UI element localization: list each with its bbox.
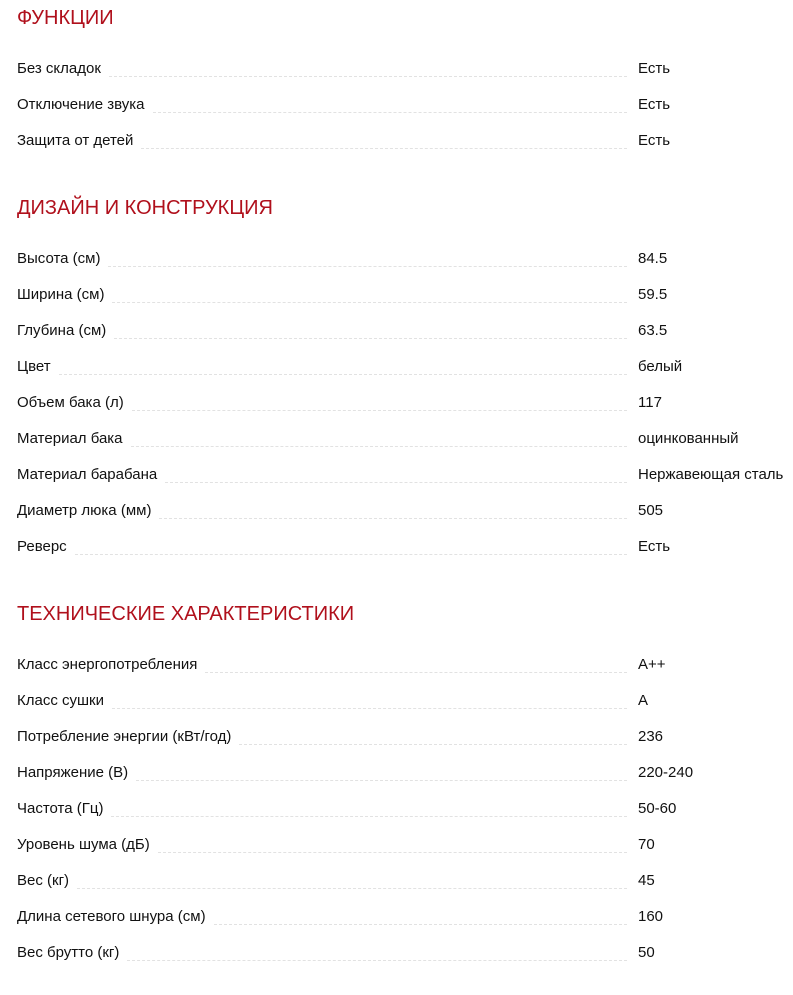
- spec-value: оцинкованный: [638, 429, 739, 447]
- spec-row: [17, 934, 793, 970]
- spec-label-wrap: [17, 656, 627, 673]
- spec-value: белый: [638, 357, 683, 375]
- dotted-leader: [77, 888, 627, 889]
- section-title: ФУНКЦИИ: [17, 7, 114, 29]
- spec-label-wrap: [17, 728, 627, 745]
- dotted-leader: [136, 780, 627, 781]
- dotted-leader: [153, 112, 627, 113]
- spec-label-wrap: [17, 430, 627, 447]
- spec-row: [17, 86, 793, 122]
- spec-label-wrap: [17, 286, 627, 303]
- spec-value: 220-240: [638, 763, 694, 781]
- spec-label: Уровень шума (дБ): [17, 835, 150, 853]
- spec-value: 505: [638, 501, 664, 519]
- dotted-leader: [214, 924, 627, 925]
- spec-label: Вес брутто (кг): [17, 943, 120, 961]
- spec-value: 70: [638, 835, 655, 853]
- spec-row: [17, 898, 793, 934]
- spec-row: [17, 312, 793, 348]
- spec-value: 50-60: [638, 799, 677, 817]
- spec-section: [17, 596, 793, 970]
- spec-value: Есть: [638, 131, 671, 149]
- spec-label: Ширина (см): [17, 285, 105, 303]
- spec-value: 45: [638, 871, 655, 889]
- spec-label: Напряжение (В): [17, 763, 129, 781]
- spec-label-wrap: [17, 96, 627, 113]
- spec-label: Материал бака: [17, 429, 123, 447]
- spec-label-wrap: [17, 800, 627, 817]
- spec-label-wrap: [17, 944, 627, 961]
- spec-value: 236: [638, 727, 664, 745]
- spec-label: Отключение звука: [17, 95, 145, 113]
- dotted-leader: [114, 338, 627, 339]
- dotted-leader: [165, 482, 627, 483]
- spec-label: Высота (см): [17, 249, 101, 267]
- dotted-leader: [239, 744, 627, 745]
- spec-label: Защита от детей: [17, 131, 134, 149]
- dotted-leader: [158, 852, 627, 853]
- spec-row: [17, 682, 793, 718]
- spec-row: [17, 456, 793, 492]
- spec-label: Без складок: [17, 59, 101, 77]
- dotted-leader: [59, 374, 627, 375]
- dotted-leader: [205, 672, 627, 673]
- dotted-leader: [159, 518, 627, 519]
- spec-value: Есть: [638, 95, 671, 113]
- spec-label: Класс сушки: [17, 691, 104, 709]
- spec-row: [17, 718, 793, 754]
- spec-label: Частота (Гц): [17, 799, 104, 817]
- spec-label: Объем бака (л): [17, 393, 124, 411]
- spec-value: Есть: [638, 537, 671, 555]
- spec-value: 50: [638, 943, 655, 961]
- dotted-leader: [131, 446, 627, 447]
- dotted-leader: [111, 816, 627, 817]
- spec-row: [17, 348, 793, 384]
- spec-label-wrap: [17, 764, 627, 781]
- spec-label-wrap: [17, 250, 627, 267]
- spec-row: [17, 790, 793, 826]
- spec-label-wrap: [17, 358, 627, 375]
- spec-row: [17, 276, 793, 312]
- spec-row: [17, 122, 793, 158]
- spec-label-wrap: [17, 538, 627, 555]
- spec-label: Вес (кг): [17, 871, 70, 889]
- spec-row: [17, 754, 793, 790]
- spec-label-wrap: [17, 394, 627, 411]
- spec-value: A++: [638, 655, 666, 673]
- spec-label-wrap: [17, 132, 627, 149]
- spec-row: [17, 420, 793, 456]
- spec-label: Потребление энергии (кВт/год): [17, 727, 232, 745]
- spec-label-wrap: [17, 60, 627, 77]
- dotted-leader: [127, 960, 627, 961]
- dotted-leader: [108, 266, 627, 267]
- spec-row: [17, 528, 793, 564]
- spec-value: 59.5: [638, 285, 668, 303]
- spec-value: Нержавеющая сталь: [638, 465, 784, 483]
- spec-value: A: [638, 691, 649, 709]
- spec-row: [17, 862, 793, 898]
- spec-label-wrap: [17, 692, 627, 709]
- spec-section: [17, 190, 793, 564]
- spec-row: [17, 50, 793, 86]
- spec-label: Глубина (см): [17, 321, 107, 339]
- spec-label: Длина сетевого шнура (см): [17, 907, 206, 925]
- spec-row: [17, 384, 793, 420]
- spec-row: [17, 646, 793, 682]
- spec-row: [17, 492, 793, 528]
- dotted-leader: [141, 148, 627, 149]
- dotted-leader: [75, 554, 627, 555]
- dotted-leader: [132, 410, 627, 411]
- spec-row: [17, 826, 793, 862]
- spec-label-wrap: [17, 322, 627, 339]
- spec-label-wrap: [17, 466, 627, 483]
- spec-value: 63.5: [638, 321, 668, 339]
- spec-label: Реверс: [17, 537, 67, 555]
- spec-value: Есть: [638, 59, 671, 77]
- spec-row: [17, 240, 793, 276]
- dotted-leader: [112, 302, 627, 303]
- spec-value: 160: [638, 907, 664, 925]
- spec-label: Материал барабана: [17, 465, 158, 483]
- dotted-leader: [109, 76, 627, 77]
- spec-label-wrap: [17, 836, 627, 853]
- spec-label-wrap: [17, 872, 627, 889]
- section-title: ТЕХНИЧЕСКИЕ ХАРАКТЕРИСТИКИ: [17, 603, 355, 625]
- spec-value: 117: [638, 393, 662, 411]
- spec-label: Класс энергопотребления: [17, 655, 198, 673]
- section-title: ДИЗАЙН И КОНСТРУКЦИЯ: [17, 197, 273, 219]
- spec-label-wrap: [17, 908, 627, 925]
- spec-label: Цвет: [17, 357, 51, 375]
- dotted-leader: [112, 708, 627, 709]
- spec-value: 84.5: [638, 249, 668, 267]
- spec-label-wrap: [17, 502, 627, 519]
- spec-label: Диаметр люка (мм): [17, 501, 152, 519]
- spec-section: [17, 0, 793, 158]
